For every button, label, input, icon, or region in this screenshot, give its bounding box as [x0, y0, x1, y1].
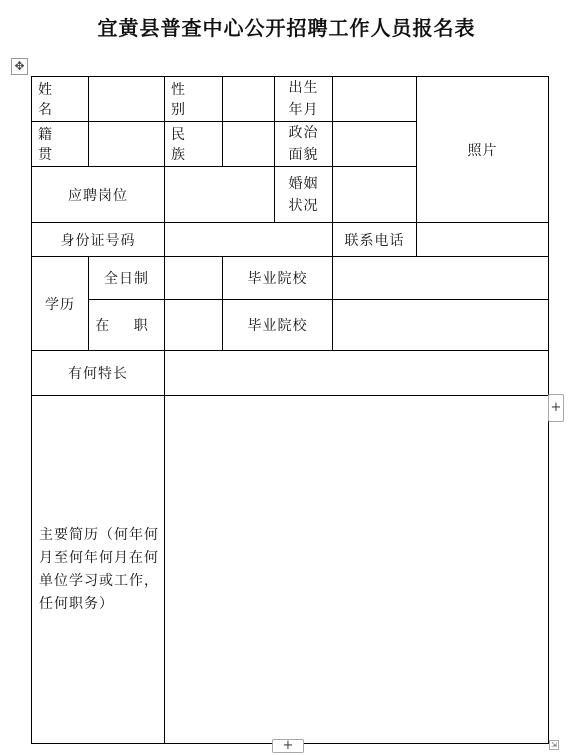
political-status-label: 政治 面貌 — [275, 122, 333, 167]
birth-date-label: 出生 年月 — [275, 77, 333, 122]
marital-status-label: 婚姻 状况 — [275, 167, 333, 223]
fulltime-school-field[interactable] — [333, 257, 549, 300]
in-service-degree-field[interactable] — [165, 300, 223, 351]
in-service-school-field[interactable] — [333, 300, 549, 351]
ethnicity-field[interactable] — [223, 122, 275, 167]
specialty-label: 有何特长 — [32, 351, 165, 396]
table-resize-icon[interactable]: ⇲ — [549, 740, 559, 750]
native-place-label: 籍 贯 — [32, 122, 89, 167]
id-number-label: 身份证号码 — [32, 223, 165, 257]
birth-date-field[interactable] — [333, 77, 417, 122]
in-service-school-label: 毕业院校 — [223, 300, 333, 351]
name-label: 姓 名 — [32, 77, 89, 122]
gender-label: 性 别 — [165, 77, 223, 122]
photo-cell[interactable]: 照片 — [417, 77, 549, 223]
resume-field[interactable] — [165, 396, 549, 744]
education-label: 学历 — [32, 257, 89, 351]
political-status-field[interactable] — [333, 122, 417, 167]
id-number-field[interactable] — [165, 223, 333, 257]
position-field[interactable] — [165, 167, 275, 223]
position-label: 应聘岗位 — [32, 167, 165, 223]
add-column-button[interactable]: + — [548, 394, 564, 422]
phone-field[interactable] — [417, 223, 549, 257]
page-title: 宜黄县普查中心公开招聘工作人员报名表 — [97, 16, 476, 40]
fulltime-school-label: 毕业院校 — [223, 257, 333, 300]
fulltime-degree-field[interactable] — [165, 257, 223, 300]
ethnicity-label: 民 族 — [165, 122, 223, 167]
phone-label: 联系电话 — [333, 223, 417, 257]
add-row-button[interactable]: + — [272, 739, 304, 753]
specialty-field[interactable] — [165, 351, 549, 396]
fulltime-label: 全日制 — [89, 257, 165, 300]
registration-form-table — [31, 76, 549, 744]
marital-status-field[interactable] — [333, 167, 417, 223]
in-service-label: 在 职 — [89, 300, 165, 351]
native-place-field[interactable] — [89, 122, 165, 167]
gender-field[interactable] — [223, 77, 275, 122]
resume-label: 主要简历（何年何月至何年何月在何单位学习或工作，任何职务） — [32, 396, 165, 744]
table-move-icon[interactable]: ✥ — [11, 58, 28, 75]
name-field[interactable] — [89, 77, 165, 122]
